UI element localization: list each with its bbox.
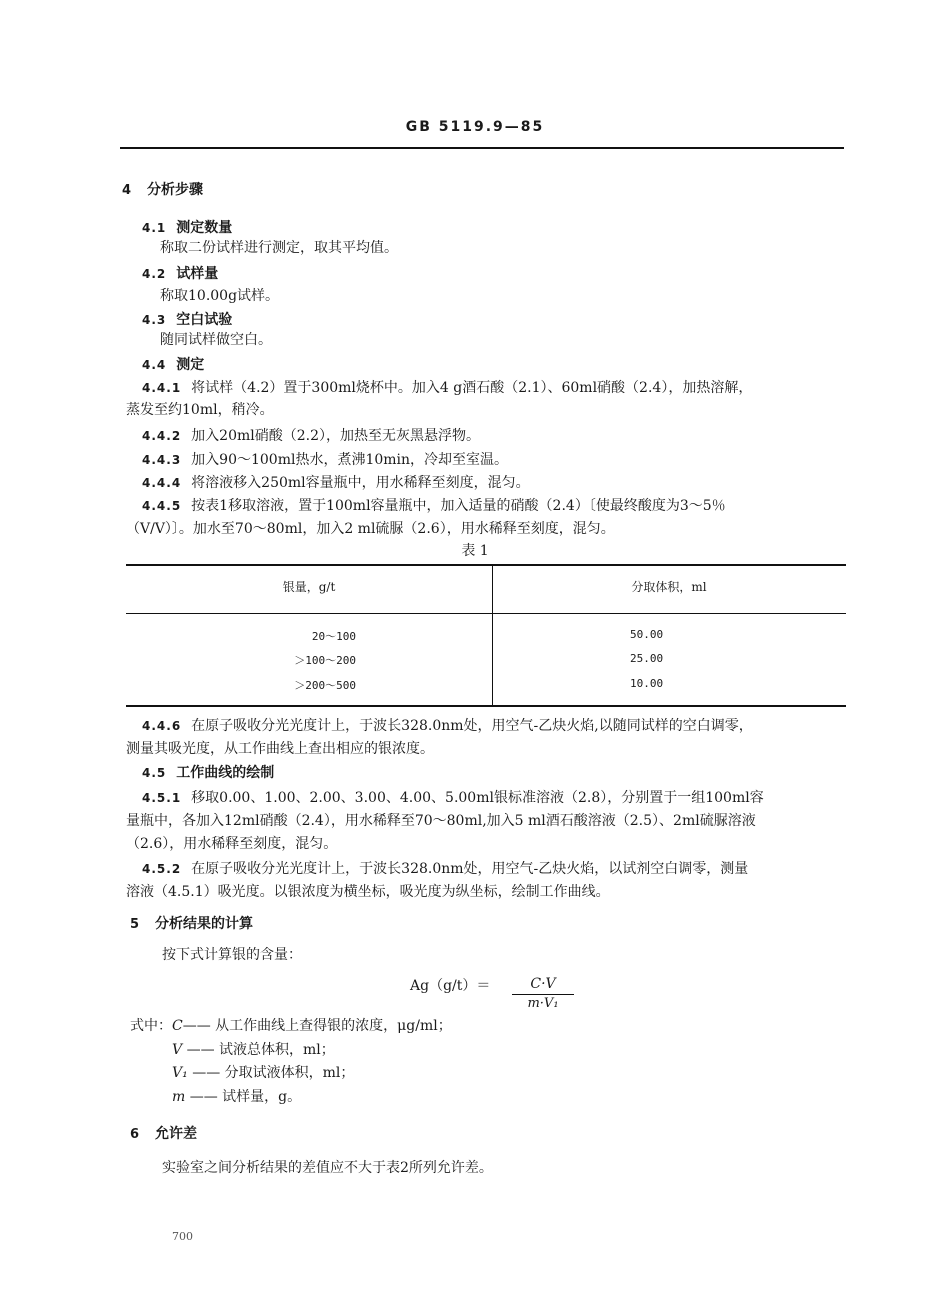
clause-continuation: 量瓶中，各加入12ml硝酸（2.4），用水稀释至70～80ml,加入5 ml酒石酸溶液（2.5）、2ml硫脲溶液: [126, 813, 756, 829]
fraction-bar: [512, 994, 574, 995]
table-header-rule: [126, 613, 846, 614]
table-cell: 20～100: [311, 630, 356, 643]
clause-text: 将试样（4.2）置于300ml烧杯中。加入4 g酒石酸（2.1）、60ml硝酸（2.4），加热溶解，: [191, 380, 753, 396]
clause-number: 4.4.4: [142, 476, 182, 490]
clause-4-4-4: [142, 473, 530, 493]
header-rule: [120, 147, 844, 149]
paragraph: 称取二份试样进行测定，取其平均值。: [160, 240, 398, 256]
clause-continuation: （2.6），用水稀释至刻度，混匀。: [126, 836, 338, 852]
clause-4-4-1: [142, 378, 752, 398]
clause-continuation: 溶液（4.5.1）吸光度。以银浓度为横坐标，吸光度为纵坐标，绘制工作曲线。: [126, 884, 610, 900]
clause-text: 在原子吸收分光光度计上，于波长328.0nm处，用空气-乙炔火焰，以试剂空白调零，测量: [191, 861, 749, 877]
clause-number: 4.4.2: [142, 429, 182, 443]
subsection-title: 工作曲线的绘制: [176, 765, 275, 781]
clause-text: 移取0.00、1.00、2.00、3.00、4.00、5.00ml银标准溶液（2.8），分别置于一组100ml容: [191, 790, 764, 806]
section-number: 4: [122, 183, 132, 198]
table-cell: ＞200～500: [294, 679, 356, 692]
variable-description: —— 从工作曲线上查得银的浓度，μg/ml；: [182, 1018, 452, 1034]
subsection-title: 空白试验: [176, 312, 233, 328]
paragraph: 实验室之间分析结果的差值应不大于表2所列允许差。: [162, 1160, 493, 1176]
where-label: 式中：: [130, 1018, 172, 1034]
subsection-title: 试样量: [176, 266, 219, 282]
table-header-cell: 银量，g/t: [282, 580, 336, 594]
table-cell: ＞100～200: [294, 654, 356, 667]
subsection-title: 测定数量: [176, 220, 233, 236]
table-1-caption: 表 1: [461, 543, 489, 559]
subsection-4-3-heading: [142, 310, 232, 330]
clause-number: 4.4.1: [142, 381, 182, 395]
variable-symbol: V₁: [172, 1065, 188, 1081]
subsection-4-4-heading: [142, 355, 204, 375]
variable-definition: [130, 1016, 452, 1036]
subsection-4-5-heading: [142, 763, 274, 783]
standard-number-header: GB 5119.9—85: [405, 119, 545, 135]
subsection-title: 测定: [176, 357, 205, 373]
clause-continuation: 测量其吸光度，从工作曲线上查出相应的银浓度。: [126, 741, 434, 757]
table-bottom-rule: [126, 705, 846, 707]
subsection-number: 4.4: [142, 358, 167, 372]
clause-4-5-2: [142, 859, 748, 879]
variable-definition: [172, 1063, 354, 1083]
section-title: 分析步骤: [147, 182, 204, 198]
table-top-rule: [126, 564, 846, 566]
paragraph: 按下式计算银的含量：: [162, 947, 302, 963]
clause-continuation: 蒸发至约10ml，稍冷。: [126, 402, 274, 418]
variable-definition: [172, 1087, 301, 1107]
clause-4-4-5: [142, 496, 726, 516]
clause-text: 加入20ml硝酸（2.2），加热至无灰黑悬浮物。: [191, 428, 481, 444]
subsection-number: 4.5: [142, 766, 167, 780]
variable-symbol: C: [172, 1018, 183, 1034]
clause-text: 在原子吸收分光光度计上，于波长328.0nm处，用空气-乙炔火焰,以随同试样的空白调零，: [191, 718, 753, 734]
clause-number: 4.5.1: [142, 791, 182, 805]
clause-4-4-6: [142, 716, 753, 736]
clause-text: 按表1移取溶液，置于100ml容量瓶中，加入适量的硝酸（2.4）〔使最终酸度为3～5％: [191, 498, 726, 514]
clause-text: 将溶液移入250ml容量瓶中，用水稀释至刻度，混匀。: [191, 475, 530, 491]
clause-4-5-1: [142, 788, 764, 808]
variable-definition: [172, 1040, 335, 1060]
section-6-heading: [130, 1124, 197, 1145]
variable-description: —— 试样量，g。: [189, 1089, 302, 1105]
section-title: 分析结果的计算: [155, 916, 254, 932]
clause-4-4-2: [142, 426, 480, 446]
variable-symbol: m: [172, 1089, 186, 1105]
variable-description: —— 试液总体积，ml；: [186, 1042, 335, 1058]
table-header-cell: 分取体积，ml: [631, 580, 707, 594]
subsection-4-2-heading: [142, 264, 218, 284]
subsection-number: 4.1: [142, 221, 167, 235]
clause-number: 4.4.5: [142, 499, 182, 513]
clause-number: 4.4.6: [142, 719, 182, 733]
formula-fraction: [512, 975, 574, 1012]
subsection-number: 4.3: [142, 313, 167, 327]
subsection-4-1-heading: [142, 218, 232, 238]
clause-4-4-3: [142, 450, 508, 470]
variable-symbol: V: [172, 1042, 183, 1058]
clause-continuation: （V/V）〕。加水至70～80ml，加入2 ml硫脲（2.6），用水稀释至刻度，混匀。: [126, 521, 615, 537]
section-4-heading: [122, 180, 203, 201]
section-title: 允许差: [155, 1126, 198, 1142]
formula-denominator: m·V₁: [527, 996, 559, 1011]
section-number: 5: [130, 917, 140, 932]
clause-text: 加入90～100ml热水，煮沸10min，冷却至室温。: [191, 452, 509, 468]
clause-number: 4.4.3: [142, 453, 182, 467]
table-cell: 10.00: [630, 677, 664, 690]
paragraph: 称取10.00g试样。: [160, 288, 280, 304]
subsection-number: 4.2: [142, 267, 167, 281]
formula-numerator: C·V: [530, 976, 556, 992]
clause-number: 4.5.2: [142, 862, 182, 876]
section-5-heading: [130, 914, 253, 935]
page-number: 700: [172, 1230, 193, 1243]
table-cell: 25.00: [630, 652, 664, 665]
formula-lhs: Ag（g/t）＝: [410, 978, 491, 994]
section-number: 6: [130, 1127, 140, 1142]
paragraph: 随同试样做空白。: [160, 332, 272, 348]
table-cell: 50.00: [630, 628, 664, 641]
variable-description: —— 分取试液体积，ml；: [192, 1065, 355, 1081]
